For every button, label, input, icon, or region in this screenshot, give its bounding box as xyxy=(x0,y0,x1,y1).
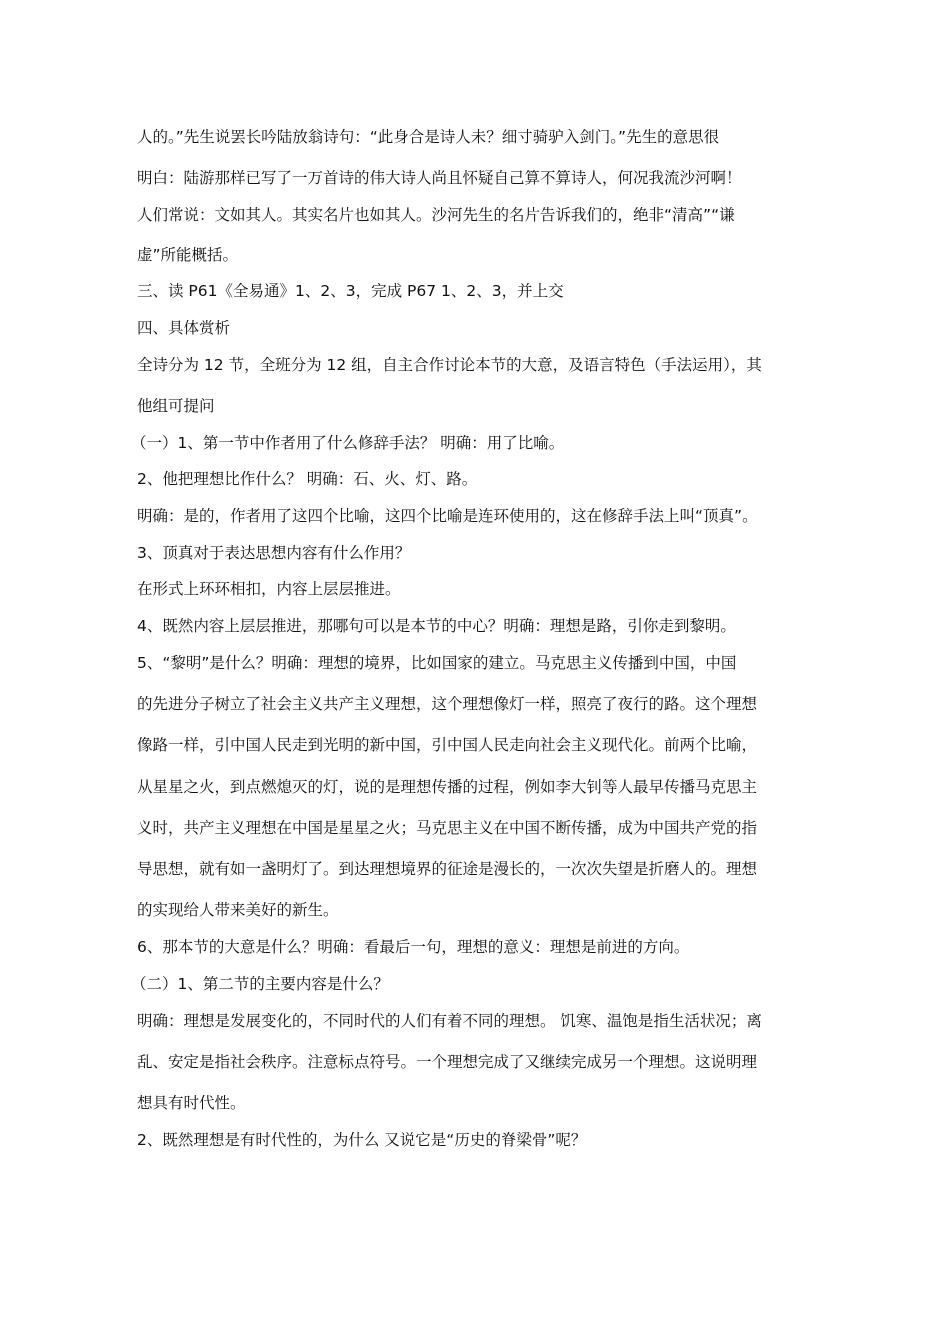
question-1-1: （一）1、第一节中作者用了什么修辞手法？ 明确：用了比喻。 xyxy=(131,434,565,452)
question-2-2: 2、既然理想是有时代性的，为什么 又说它是“历史的脊梁骨”呢？ xyxy=(137,1131,587,1149)
text-line-7: 全诗分为 12 节，全班分为 12 组，自主合作讨论本节的大意，及语言特色（手法运用），其 xyxy=(137,356,762,374)
question-1-3: 3、顶真对于表达思想内容有什么作用？ xyxy=(137,544,411,562)
text-line-20: 导思想，就有如一盏明灯了。到达理想境界的征途是漫长的，一次次失望是折磨人的。理想 xyxy=(137,860,758,878)
text-line-2: 明白：陆游那样已写了一万首诗的伟大诗人尚且怀疑自己算不算诗人，何况我流沙河啊！ xyxy=(137,169,742,187)
text-line-17: 像路一样，引中国人民走到光明的新中国，引中国人民走向社会主义现代化。前两个比喻， xyxy=(137,736,758,754)
text-line-18: 从星星之火，到点燃熄灭的灯，说的是理想传播的过程，例如李大钊等人最早传播马克思主 xyxy=(137,778,758,796)
question-1-2: 2、他把理想比作什么？ 明确：石、火、灯、路。 xyxy=(137,470,478,488)
answer-line: 在形式上环环相扣，内容上层层推进。 xyxy=(137,580,401,598)
question-1-5: 5、“黎明”是什么？明确：理想的境界，比如国家的建立。马克思主义传播到中国，中国 xyxy=(137,654,737,672)
text-line-19: 义时，共产主义理想在中国是星星之火；马克思主义在中国不断传播，成为中国共产党的指 xyxy=(137,819,758,837)
text-line-8: 他组可提问 xyxy=(137,397,215,415)
text-line-24: 明确：理想是发展变化的，不同时代的人们有着不同的理想。 饥寒、温饱是指生活状况；离 xyxy=(137,1012,762,1030)
text-line-26: 想具有时代性。 xyxy=(137,1094,246,1112)
section-heading-3: 三、读 P61《全易通》1、2、3，完成 P67 1、2、3，并上交 xyxy=(137,282,564,300)
section-heading-4: 四、具体赏析 xyxy=(137,319,231,337)
question-2-1: （二）1、第二节的主要内容是什么？ xyxy=(131,975,389,993)
question-1-6: 6、那本节的大意是什么？明确：看最后一句，理想的意义：理想是前进的方向。 xyxy=(137,938,690,956)
text-line-16: 的先进分子树立了社会主义共产主义理想，这个理想像灯一样，照亮了夜行的路。这个理想 xyxy=(137,695,758,713)
text-line-25: 乱、安定是指社会秩序。注意标点符号。一个理想完成了又继续完成另一个理想。这说明理 xyxy=(137,1053,758,1071)
answer-line: 明确：是的，作者用了这四个比喻，这四个比喻是连环使用的，这在修辞手法上叫“顶真”。 xyxy=(137,507,758,525)
text-line-21: 的实现给人带来美好的新生。 xyxy=(137,901,339,919)
text-line-4: 虚”所能概括。 xyxy=(137,246,239,264)
text-line-3: 人们常说：文如其人。其实名片也如其人。沙河先生的名片告诉我们的，绝非“清高”“谦 xyxy=(137,206,735,224)
text-line-1: 人的。”先生说罢长吟陆放翁诗句：“此身合是诗人未？细寸骑驴入剑门。”先生的意思很 xyxy=(137,128,720,146)
question-1-4: 4、既然内容上层层推进，那哪句可以是本节的中心？明确：理想是路，引你走到黎明。 xyxy=(137,617,736,635)
